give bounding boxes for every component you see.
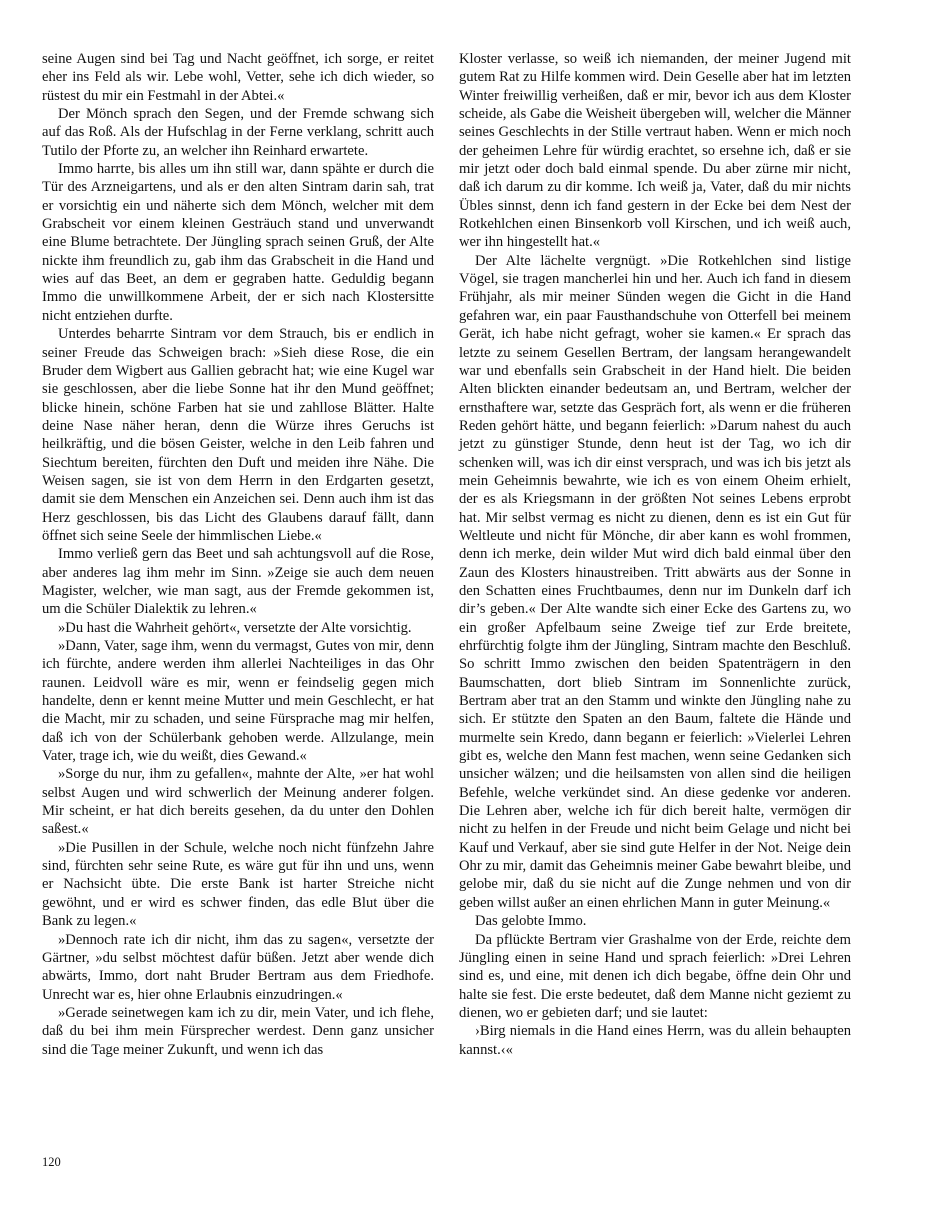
paragraph: Der Mönch sprach den Segen, und der Fremde schwang sich auf das Roß. Als der Hufschlag in der Ferne verklang, schritt auch Tutilo der Pforte zu, an welcher ihn Reinhard erwartete. [42, 106, 434, 159]
page-number: 120 [42, 1155, 61, 1169]
paragraph: Da pflückte Bertram vier Grashalme von der Erde, reichte dem Jüngling einen in seine Hand und sprach feierlich: »Drei Lehren sind es, und eine, mit denen ich dich begabe, öffne dein Ohr und halte sie fest. Die erste bedeutet, daß dem Manne nicht geziemt zu dienen, wo er gebieten darf; und sie lautet: [459, 931, 851, 1021]
left-column [42, 50, 434, 1059]
paragraph: Immo harrte, bis alles um ihn still war, dann spähte er durch die Tür des Arzneigartens, und als er den alten Sintram darin sah, trat er vorsichtig ein und näherte sich dem Mönch, welcher mit dem Grabscheit vor einem kleinen Gesträuch stand und unverwandt eine Blume betrachtete. Der Jüngling sprach seinen Gruß, der Alte nickte ihm freundlich zu, gab ihm das Grabscheit in die Hand und wies auf das Beet, an dem er gegraben hatte. Geduldig begann Immo die unwillkommene Arbeit, der er sich nach Klostersitte nicht entziehen durfte. [42, 161, 434, 324]
paragraph: »Sorge du nur, ihm zu gefallen«, mahnte der Alte, »er hat wohl selbst Augen und wird schwerlich der Meinung anderer folgen. Mir scheint, er hat dich bereits gesehen, da du unter den Dohlen saßest.« [42, 766, 434, 838]
paragraph: »Dennoch rate ich dir nicht, ihm das zu sagen«, versetzte der Gärtner, »du selbst möchtest dafür büßen. Jetzt aber wende dich abwärts, Immo, dort naht Bruder Bertram aus dem Friedhofe. Unrecht war es, hier ohne Erlaubnis einzudringen.« [42, 931, 434, 1003]
paragraph: Unterdes beharrte Sintram vor dem Strauch, bis er endlich in seiner Freude das Schweigen brach: »Sieh diese Rose, die ein Bruder dem Wigbert aus Gallien gebracht hat; wie eine Kugel war sie geschlossen, aber die liebe Sonne hat ihr den Mund geöffnet; blicke hinein, schöne Farben hat sie und zahllose Blätter. Halte deine Nase näher heran, denn die Würze ihres Geruchs ist heilkräftig, und die bösen Geister, welche in den Leib fahren und Siechtum bereiten, fürchten den Duft und meiden ihre Nähe. Die Weisen sagen, sie ist von dem Herrn in den Erdgarten gesetzt, damit sie dem Menschen ein Anzeichen sei. Denn auch ihm ist das Herz geschlossen, bis das Licht des Glaubens darauf fällt, dann öffnet sich seine Seele der himmlischen Liebe.« [42, 326, 434, 544]
paragraph: Das gelobte Immo. [475, 913, 587, 930]
paragraph: »Dann, Vater, sage ihm, wenn du vermagst, Gutes von mir, denn ich fürchte, andere werden ihm allerlei Nachteiliges in das Ohr raunen. Leidvoll wäre es mir, wenn er feindselig gegen mich handelte, denn er kennt meine Mutter und mein Geschlecht, er hat die Macht, mir zu schaden, und seine Fürsprache mag mir helfen, daß ich von der Schülerbank gehoben werde. Allzulange, mein Vater, trage ich, wie du weißt, dies Gewand.« [42, 638, 434, 765]
right-column [459, 50, 851, 1059]
paragraph: seine Augen sind bei Tag und Nacht geöffnet, ich sorge, er reitet eher ins Feld als wir. Lebe wohl, Vetter, sehe ich dich wieder, so rüstest du mir ein Festmahl in der Abtei.« [42, 51, 434, 104]
paragraph: Der Alte lächelte vergnügt. »Die Rotkehlchen sind listige Vögel, sie tragen mancherlei hin und her. Auch ich fand in diesem Frühjahr, als mir meiner Sünden wegen die Gicht in die Hand gefahren war, ein paar Fausthandschuhe von Otterfell bei meinem Gerät, ich habe nicht gefragt, woher sie kamen.« Er sprach das letzte zu seinem Gesellen Bertram, der langsam herangewandelt war und ebenfalls sein Grabscheit in der Hand hielt. Die beiden Alten blickten einander bedeutsam an, und Bertram, welcher der ernsthaftere war, setzte das Gespräch fort, als wenn er die früheren Reden gehört hätte, und begann feierlich: »Darum nahest du auch jetzt zu günstiger Stunde, denn heut ist der Tag, wo ich dir schenken will, was ich dir einst versprach, und was ich bis jetzt als mein Geheimnis bewahrte, wie ich es von einem Oheim erhielt, der es als Kriegsmann in der größten Not seines Lebens erprobt hat. Mir selbst vermag es nicht zu dienen, denn es ist ein Gut für Weltleute und nicht für Mönche, dir aber kann es wohl frommen, denn ich merke, dein wilder Mut wird dich bald einmal über den Zaun des Klosters hinaustreiben. Tritt abwärts aus der Sonne in den Schatten eines Fruchtbaumes, denn nur im Dunkeln darf ich dir’s geben.« Der Alte wandte sich einer Ecke des Gartens zu, wo ein großer Apfelbaum seine Zweige tief zur Erde breitete, ehrfürchtig folgte ihm der Jüngling, Sintram machte den Beschluß. So schritt Immo zwischen den beiden Spatenträgern in den Baumschatten, dort blieb Sintram im Sonnenlichte zurück, Bertram aber trat an den Stamm und winkte den Jüngling nahe zu sich. Er stützte den Spaten an den Baum, faltete die Hände und murmelte sein Kredo, dann begann er feierlich: »Vielerlei Lehren gibt es, welche den Mann fest machen, wenn seine Gedanken sich unsicher wälzen; und die heilsamsten von allen sind die heiligen Befehle, welche verkündet sind. An diese gedenke vor anderen. Die Lehren aber, welche ich für dich bereit halte, vermögen dir nicht zu helfen in der Freude und nicht beim Gelage und nicht bei Kauf und Verkauf, aber sie sind gute Helfer in der Not. Neige dein Ohr zu mir, damit das Geheimnis meiner Gabe bewahrt bleibe, und gelobe mir, daß du sie nicht auf die Zunge nehmen und von dir geben willst außer an einen ehrlichen Mann in guter Meinung.« [459, 252, 851, 911]
paragraph: Immo verließ gern das Beet und sah achtungsvoll auf die Rose, aber anderes lag ihm mehr im Sinn. »Zeige sie auch dem neuen Magister, welcher, wie man sagt, aus der Fremde gekommen ist, um die Schüler Dialektik zu lehren.« [42, 546, 434, 618]
paragraph: »Gerade seinetwegen kam ich zu dir, mein Vater, und ich flehe, daß du bei ihm mein Fürsprecher werdest. Denn ganz unsicher sind die Tage meiner Zukunft, und wenn ich das [42, 1004, 434, 1058]
paragraph: »Du hast die Wahrheit gehört«, versetzte der Alte vorsichtig. [58, 619, 412, 636]
paragraph: »Die Pusillen in der Schule, welche noch nicht fünfzehn Jahre sind, fürchten sehr seine Rute, es wäre gut für ihn und uns, wenn er Nachsicht übte. Die erste Bank ist harter Streiche nicht gewöhnt, und er wird es schwer finden, das edle Blut über die Bank zu legen.« [42, 839, 434, 930]
paragraph: ›Birg niemals in die Hand eines Herrn, was du allein behaupten kannst.‹« [459, 1023, 851, 1058]
paragraph: Kloster verlasse, so weiß ich niemanden, der meiner Jugend mit gutem Rat zu Hilfe kommen wird. Dein Geselle aber hat im letzten Winter freiwillig verheißen, daß er mir, bevor ich aus dem Kloster scheide, als Gabe die Weisheit übergeben will, welcher die Männer seines Geschlechts in der Stille vertraut haben. Wenn er mich noch der geheimen Lehre für würdig erachtet, so ersehne ich, daß er sie mir jetzt oder doch bald einmal spende. Du aber zürne mir nicht, daß ich darum zu dir komme. Ich weiß ja, Vater, daß du mir nichts Übles sinnst, denn ich fand gestern in der Ecke bei dem Nest der Rotkehlchen einen Binsenkorb voll Kirschen, und ich weiß auch, wer ihn hingestellt hat.« [459, 51, 851, 251]
